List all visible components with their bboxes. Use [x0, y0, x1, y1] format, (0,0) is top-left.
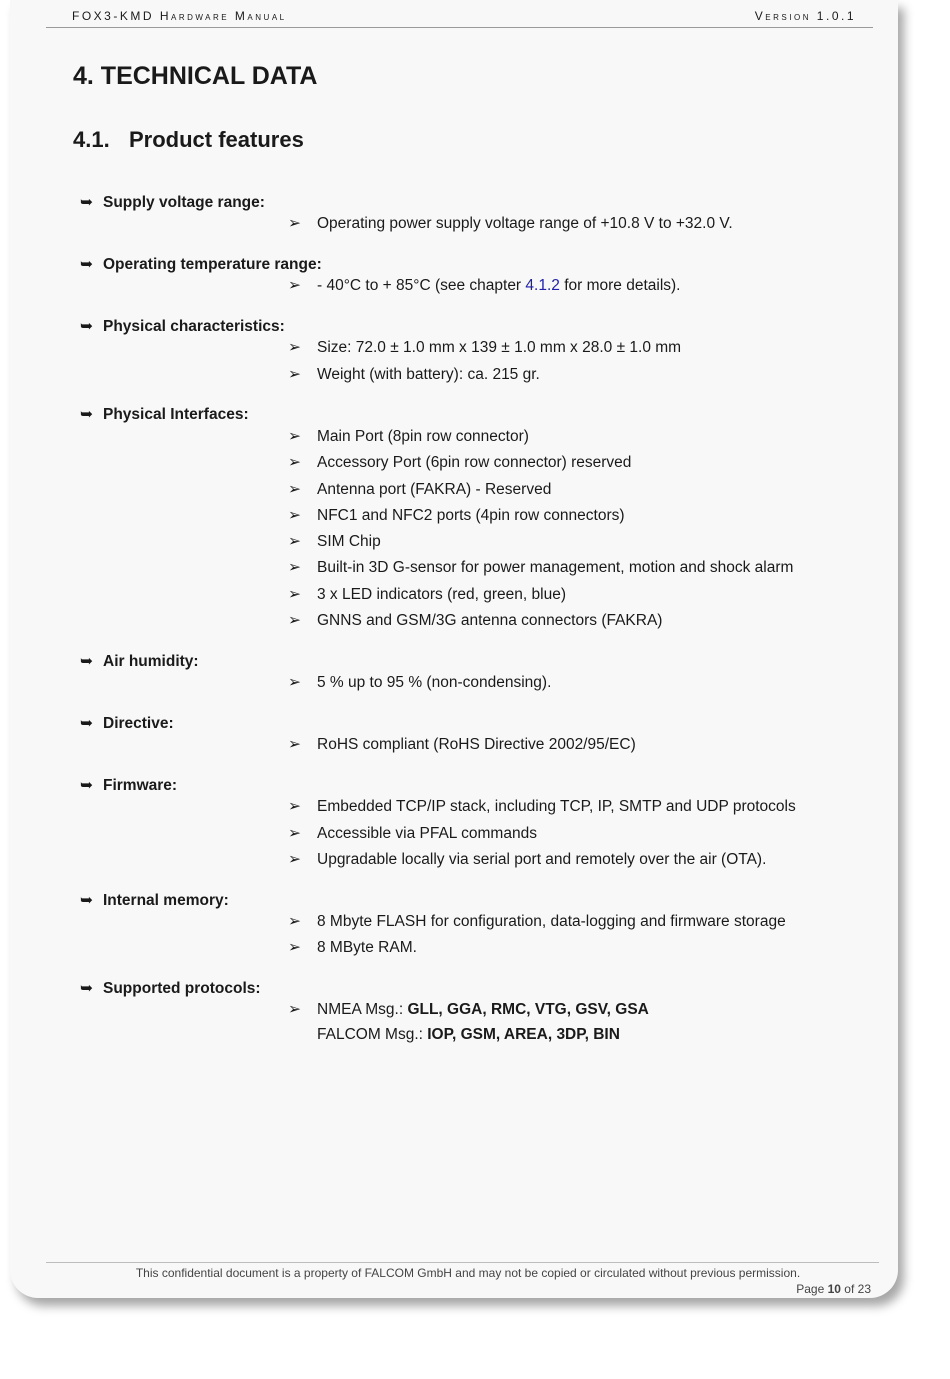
- list-item: ➢ Weight (with battery): ca. 215 gr.: [288, 366, 540, 383]
- feature-physical-interfaces: [80, 405, 249, 424]
- feature-operating-temperature: [80, 255, 322, 274]
- list-item: ➢ Size: 72.0 ± 1.0 mm x 139 ± 1.0 mm x 28.0 ± 1.0 mm: [288, 339, 682, 356]
- feature-directive: [80, 714, 174, 733]
- footer-divider: [46, 1262, 879, 1263]
- bullet-arrow-icon: ➢: [288, 586, 301, 603]
- list-item: ➢ RoHS compliant (RoHS Directive 2002/95/EC): [288, 736, 636, 753]
- arrow-icon: ➥: [80, 194, 93, 211]
- arrow-icon: ➥: [80, 653, 93, 670]
- bullet-arrow-icon: ➢: [288, 559, 301, 576]
- list-item: ➢ NMEA Msg.: GLL, GGA, RMC, VTG, GSV, GSA: [288, 1001, 649, 1018]
- bullet-arrow-icon: ➢: [288, 939, 301, 956]
- list-item: ➢ 5 % up to 95 % (non-condensing).: [288, 674, 552, 691]
- nmea-messages: GLL, GGA, RMC, VTG, GSV, GSA: [407, 1001, 649, 1018]
- section-heading: [73, 127, 304, 153]
- arrow-icon: ➥: [80, 256, 93, 273]
- bullet-arrow-icon: ➢: [288, 366, 301, 383]
- bullet-arrow-icon: ➢: [288, 454, 301, 471]
- header-title: FOX3-KMD Hardware Manual: [72, 9, 287, 23]
- bullet-arrow-icon: ➢: [288, 339, 301, 356]
- page-header: [72, 9, 856, 23]
- bullet-arrow-icon: ➢: [288, 507, 301, 524]
- arrow-icon: ➥: [80, 406, 93, 423]
- feature-title: Operating temperature range:: [103, 256, 322, 273]
- bullet-arrow-icon: ➢: [288, 533, 301, 550]
- bullet-arrow-icon: ➢: [288, 481, 301, 498]
- list-item: ➢ Built-in 3D G-sensor for power management, motion and shock alarm: [288, 559, 794, 576]
- feature-firmware: [80, 776, 177, 795]
- bullet-arrow-icon: ➢: [288, 428, 301, 445]
- feature-title: Directive:: [103, 715, 174, 732]
- arrow-icon: ➥: [80, 980, 93, 997]
- header-divider: [46, 27, 873, 28]
- arrow-icon: ➥: [80, 892, 93, 909]
- list-item-continuation: FALCOM Msg.: IOP, GSM, AREA, 3DP, BIN: [317, 1026, 620, 1043]
- page-number: Page 10 of 23: [796, 1282, 871, 1296]
- header-version: Version 1.0.1: [754, 9, 856, 23]
- arrow-icon: ➥: [80, 777, 93, 794]
- section-number: 4.1.: [73, 127, 110, 152]
- feature-physical-characteristics: [80, 317, 285, 336]
- bullet-arrow-icon: ➢: [288, 851, 301, 868]
- feature-title: Supply voltage range:: [103, 194, 265, 211]
- list-item: ➢ 8 MByte RAM.: [288, 939, 417, 956]
- falcom-messages: IOP, GSM, AREA, 3DP, BIN: [427, 1026, 620, 1043]
- list-item: ➢ Accessory Port (6pin row connector) reserved: [288, 454, 632, 471]
- feature-title: Physical characteristics:: [103, 318, 285, 335]
- list-item: ➢ Upgradable locally via serial port and remotely over the air (OTA).: [288, 851, 767, 868]
- list-item: ➢ Accessible via PFAL commands: [288, 825, 537, 842]
- feature-title: Physical Interfaces:: [103, 406, 249, 423]
- arrow-icon: ➥: [80, 715, 93, 732]
- bullet-arrow-icon: ➢: [288, 674, 301, 691]
- bullet-arrow-icon: ➢: [288, 215, 301, 232]
- chapter-link[interactable]: 4.1.2: [525, 277, 560, 294]
- list-item: ➢ NFC1 and NFC2 ports (4pin row connectors): [288, 507, 625, 524]
- bullet-arrow-icon: ➢: [288, 612, 301, 629]
- bullet-arrow-icon: ➢: [288, 277, 301, 294]
- list-item: ➢ Operating power supply voltage range of +10.8 V to +32.0 V.: [288, 215, 733, 232]
- list-item: ➢ 3 x LED indicators (red, green, blue): [288, 586, 566, 603]
- feature-supply-voltage: [80, 193, 265, 212]
- feature-internal-memory: [80, 891, 229, 910]
- arrow-icon: ➥: [80, 318, 93, 335]
- bullet-arrow-icon: ➢: [288, 913, 301, 930]
- list-item: ➢ Main Port (8pin row connector): [288, 428, 529, 445]
- feature-supported-protocols: [80, 979, 261, 998]
- bullet-arrow-icon: ➢: [288, 825, 301, 842]
- feature-title: Firmware:: [103, 777, 178, 794]
- list-item: ➢ Embedded TCP/IP stack, including TCP, IP, SMTP and UDP protocols: [288, 798, 796, 815]
- footer-notice: This confidential document is a property of FALCOM GmbH and may not be copied or circulated without previous permission.: [135, 1266, 801, 1280]
- list-item: ➢ SIM Chip: [288, 533, 381, 550]
- bullet-arrow-icon: ➢: [288, 1001, 301, 1018]
- bullet-arrow-icon: ➢: [288, 736, 301, 753]
- list-item: ➢ GNNS and GSM/3G antenna connectors (FAKRA): [288, 612, 663, 629]
- feature-title: Air humidity:: [103, 653, 199, 670]
- chapter-heading: 4. TECHNICAL DATA: [73, 62, 318, 90]
- feature-air-humidity: [80, 652, 199, 671]
- list-item: ➢ 8 Mbyte FLASH for configuration, data-logging and firmware storage: [288, 913, 786, 930]
- list-item: ➢ - 40°C to + 85°C (see chapter 4.1.2 for more details).: [288, 277, 681, 294]
- feature-title: Internal memory:: [103, 892, 229, 909]
- section-title: Product features: [129, 127, 304, 152]
- feature-title: Supported protocols:: [103, 980, 261, 997]
- bullet-arrow-icon: ➢: [288, 798, 301, 815]
- list-item: ➢ Antenna port (FAKRA) - Reserved: [288, 481, 552, 498]
